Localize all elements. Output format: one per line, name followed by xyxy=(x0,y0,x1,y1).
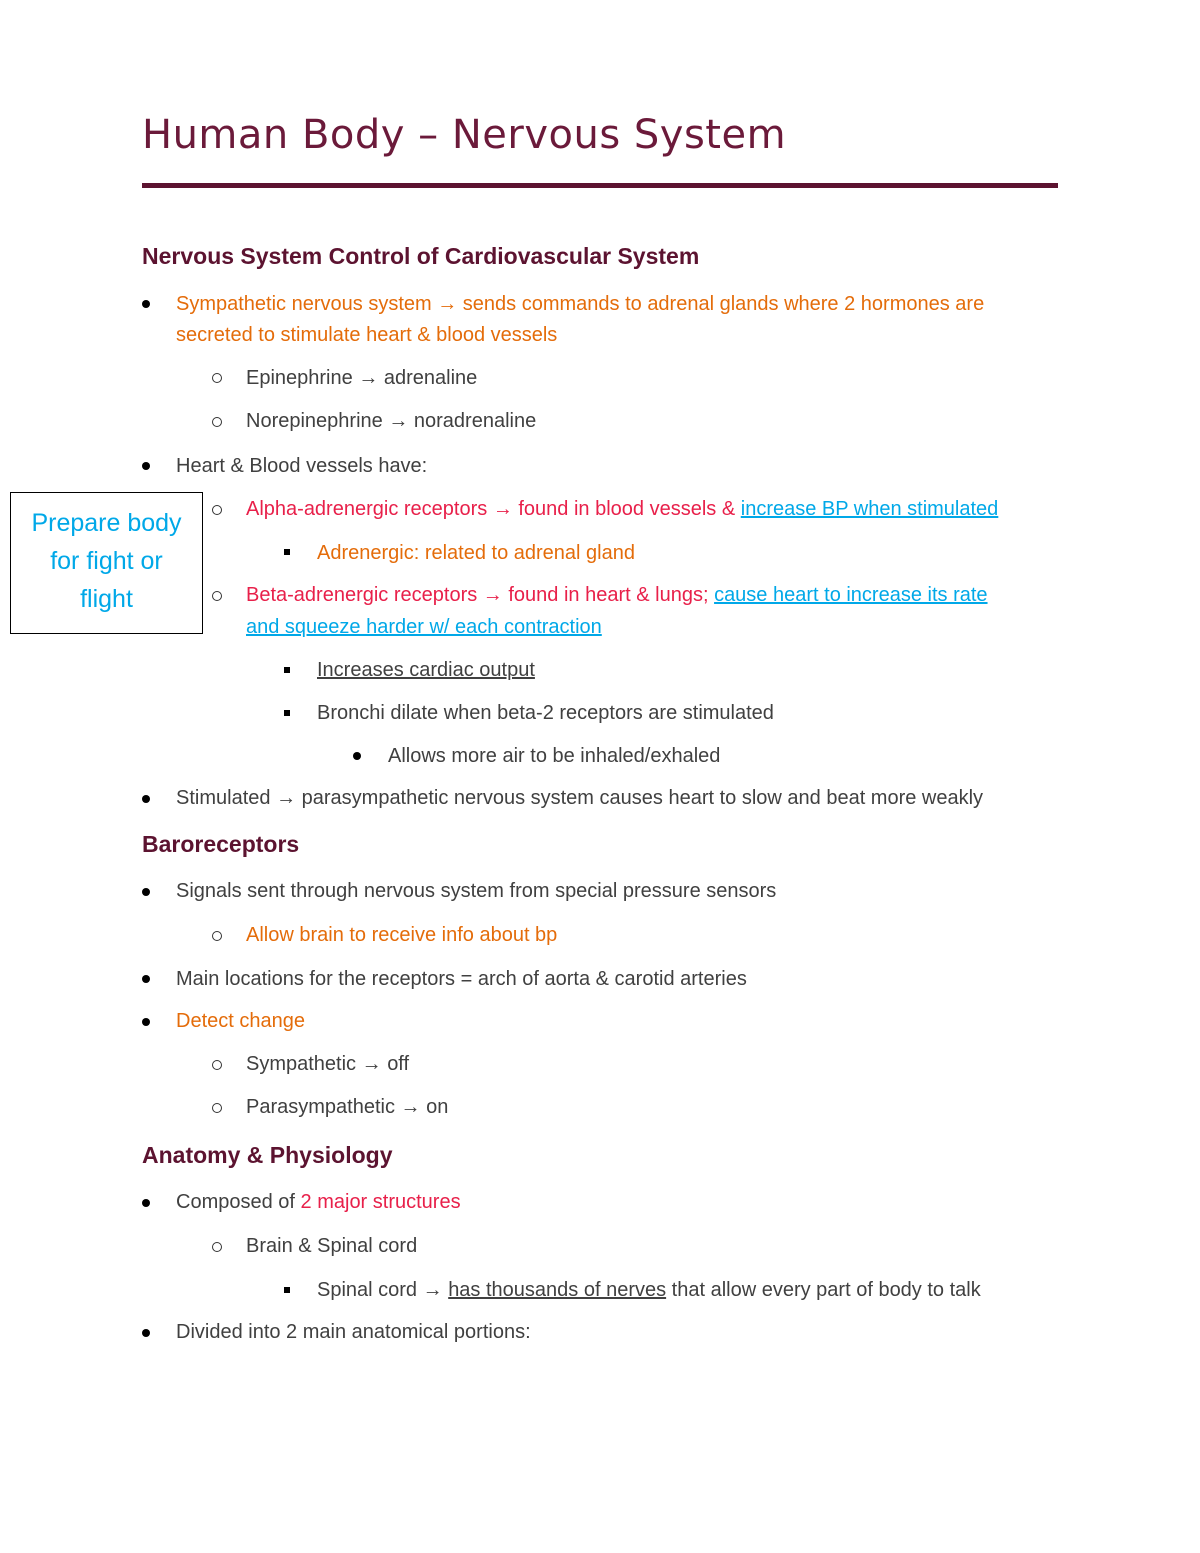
text: 2 major structures xyxy=(300,1191,461,1213)
bullet-square xyxy=(284,667,290,673)
list-item xyxy=(176,782,983,814)
section-heading-cardiovascular: Nervous System Control of Cardiovascular System xyxy=(142,243,700,269)
bullet-square xyxy=(284,710,290,716)
text: Parasympathetic xyxy=(246,1096,395,1118)
callout-text: Prepare body for fight or flight xyxy=(31,509,182,613)
text: on xyxy=(426,1096,449,1118)
text: Beta-adrenergic receptors xyxy=(246,584,478,606)
section-heading-anatomy: Anatomy & Physiology xyxy=(142,1142,393,1168)
text: Sympathetic nervous system xyxy=(176,293,432,315)
text: adrenaline xyxy=(383,367,478,389)
arrow-icon: → xyxy=(388,410,409,432)
list-item: Brain & Spinal cord xyxy=(246,1235,418,1257)
arrow-icon: → xyxy=(422,1279,443,1301)
text: parasympathetic nervous system causes heart to slow and beat more weakly xyxy=(301,787,984,809)
list-item: Signals sent through nervous system from special pressure sensors xyxy=(176,880,777,902)
bullet-circle xyxy=(212,1103,222,1113)
bullet-circle xyxy=(212,1242,222,1252)
text: cause heart to increase its rate xyxy=(714,584,988,606)
bullet-circle xyxy=(212,505,222,515)
bullet xyxy=(353,752,361,760)
page-title: Human Body – Nervous System xyxy=(142,112,787,158)
list-item: Main locations for the receptors = arch of aorta & carotid arteries xyxy=(176,968,747,990)
list-item xyxy=(246,405,536,437)
bullet xyxy=(142,300,150,308)
list-item: Heart & Blood vessels have: xyxy=(176,455,428,477)
arrow-icon: → xyxy=(400,1096,421,1118)
callout-box xyxy=(10,492,203,634)
bullet xyxy=(142,795,150,803)
text: Spinal cord xyxy=(317,1279,418,1301)
text: that allow every part of body to talk xyxy=(671,1279,981,1301)
bullet-circle xyxy=(212,591,222,601)
bullet-square xyxy=(284,549,290,555)
text: has thousands of nerves xyxy=(448,1279,667,1301)
list-item: Divided into 2 main anatomical portions: xyxy=(176,1321,531,1343)
text: Alpha-adrenergic receptors xyxy=(246,498,488,520)
list-item xyxy=(176,288,984,320)
bullet xyxy=(142,888,150,896)
section-heading-baroreceptors: Baroreceptors xyxy=(142,831,300,857)
list-item-continuation: secreted to stimulate heart & blood vessels xyxy=(176,324,558,346)
bullet-circle xyxy=(212,1060,222,1070)
text: found in blood vessels & xyxy=(518,498,736,520)
list-item: Increases cardiac output xyxy=(317,659,535,681)
text: off xyxy=(387,1053,410,1075)
title-rule xyxy=(142,183,1058,188)
bullet-circle xyxy=(212,373,222,383)
text: found in heart & lungs; xyxy=(508,584,709,606)
list-item xyxy=(246,493,998,525)
list-item xyxy=(246,579,988,611)
text: increase BP when stimulated xyxy=(740,498,999,520)
bullet xyxy=(142,975,150,983)
text: Epinephrine xyxy=(246,367,353,389)
arrow-icon: → xyxy=(358,367,379,389)
list-item xyxy=(176,1186,461,1218)
list-item: Bronchi dilate when beta-2 receptors are stimulated xyxy=(317,702,774,724)
bullet xyxy=(142,462,150,470)
arrow-icon: → xyxy=(482,584,503,606)
list-item xyxy=(246,1091,448,1123)
list-item-continuation: and squeeze harder w/ each contraction xyxy=(246,616,602,638)
text: Composed of xyxy=(176,1191,295,1213)
bullet-circle xyxy=(212,417,222,427)
list-item xyxy=(317,1274,981,1306)
text: Norepinephrine xyxy=(246,410,383,432)
arrow-icon: → xyxy=(492,498,513,520)
text: Stimulated xyxy=(176,787,271,809)
text: sends commands to adrenal glands where 2 hormones are xyxy=(462,293,985,315)
list-item: Allow brain to receive info about bp xyxy=(246,924,558,946)
list-item: Detect change xyxy=(176,1010,305,1032)
list-item xyxy=(246,1048,409,1080)
bullet-square xyxy=(284,1287,290,1293)
text: noradrenaline xyxy=(413,410,537,432)
arrow-icon: → xyxy=(437,293,458,315)
bullet xyxy=(142,1199,150,1207)
bullet xyxy=(142,1329,150,1337)
bullet-circle xyxy=(212,931,222,941)
text: Sympathetic xyxy=(246,1053,357,1075)
list-item: Allows more air to be inhaled/exhaled xyxy=(388,745,721,767)
bullet xyxy=(142,1018,150,1026)
list-item: Adrenergic: related to adrenal gland xyxy=(317,542,635,564)
list-item xyxy=(246,362,477,394)
arrow-icon: → xyxy=(361,1053,382,1075)
arrow-icon: → xyxy=(276,787,297,809)
